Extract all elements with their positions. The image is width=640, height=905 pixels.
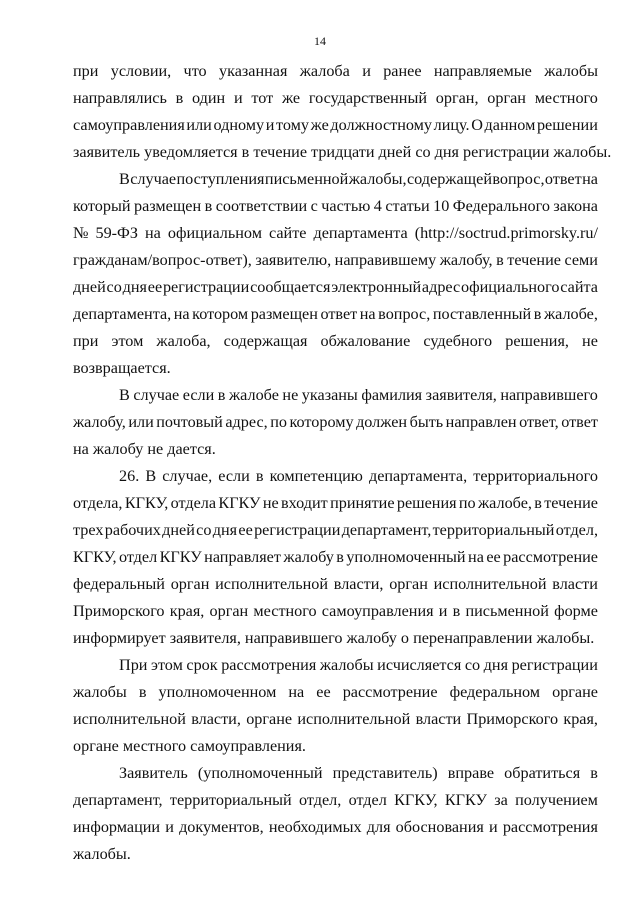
text-line: департамента, на котором размещен ответ на вопрос, поставленный в жалобе, [73,305,598,323]
text-line: при этом жалоба, содержащая обжалование судебного решения, не [73,332,598,350]
text-line: департамент, территориальный отдел, отдел КГКУ, КГКУ за получением [73,791,598,809]
document-body [73,58,612,868]
text-line: который размещен в соответствии с частью 4 статьи 10 Федерального закона [73,197,598,215]
text-line: органе местного самоуправления. [73,737,306,755]
text-line: дней со дня ее регистрации сообщается электронный адрес официального сайта [73,278,598,296]
paragraph [73,760,598,868]
text-line: жалобы в уполномоченном на ее рассмотрение федеральном органе [73,683,598,701]
text-line: при условии, что указанная жалоба и ранее направляемые жалобы [73,62,598,80]
text-line: КГКУ, отдел КГКУ направляет жалобу в уполномоченный на ее рассмотрение [73,548,598,566]
text-line: информации и документов, необходимых для обоснования и рассмотрения [73,818,598,836]
text-line: При этом срок рассмотрения жалобы исчисляется со дня регистрации [119,656,598,674]
text-line: жалобы. [73,845,131,863]
text-line: на жалобу не дается. [73,440,216,458]
text-line: № 59-ФЗ на официальном сайте департамента (http://soctrud.primorsky.ru/ [73,224,598,242]
paragraph [73,463,598,652]
text-line: направлялись в один и тот же государственный орган, орган местного [73,89,598,107]
text-line: информирует заявителя, направившего жалобу о перенаправлении жалобы. [73,629,595,647]
page-number: 14 [314,34,326,48]
text-line: федеральный орган исполнительной власти, орган исполнительной власти [73,575,598,593]
text-line: жалобу, или почтовый адрес, по которому должен быть направлен ответ, ответ [73,413,598,431]
text-line: В случае поступления письменной жалобы, содержащей вопрос, ответ на [119,170,598,188]
paragraph [73,166,598,382]
text-line: трех рабочих дней со дня ее регистрации департамент, территориальный отдел, [73,521,598,539]
paragraph [73,652,598,760]
text-line: В случае если в жалобе не указаны фамилия заявителя, направившего [119,386,598,404]
text-line: 26. В случае, если в компетенцию департамента, территориального [119,467,598,485]
paragraph [73,382,598,463]
text-line: отдела, КГКУ, отдела КГКУ не входит принятие решения по жалобе, в течение [73,494,598,512]
text-line: возвращается. [73,359,171,377]
text-line: заявитель уведомляется в течение тридцати дней со дня регистрации жалобы. [73,143,612,161]
text-line: гражданам/вопрос-ответ), заявителю, направившему жалобу, в течение семи [73,251,598,269]
text-line: Приморского края, орган местного самоуправления и в письменной форме [73,602,598,620]
text-line: исполнительной власти, органе исполнительной власти Приморского края, [73,710,598,728]
text-line: самоуправления или одному и тому же должностному лицу. О данном решении [73,116,598,134]
text-line: Заявитель (уполномоченный представитель) вправе обратиться в [119,764,598,782]
paragraph [73,58,612,166]
